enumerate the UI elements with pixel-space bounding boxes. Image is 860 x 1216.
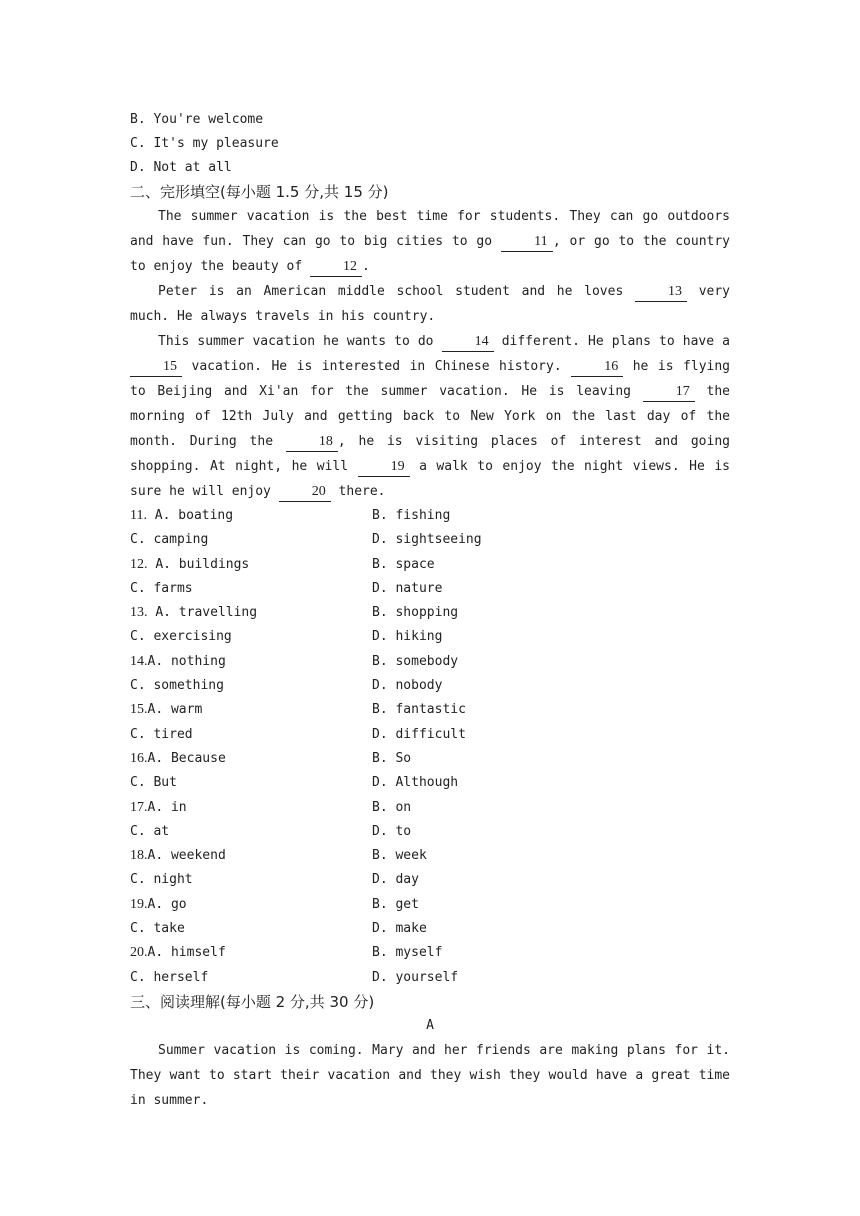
question-19-row-1: 19.A. go B. get bbox=[130, 896, 419, 912]
prev-option-d: D. Not at all bbox=[130, 160, 232, 175]
prev-option-c: C. It's my pleasure bbox=[130, 136, 279, 151]
passage-a-text: Summer vacation is coming. Mary and her friends are making plans for it. They want to start their vacation and they wish they would have a great time in summer. bbox=[130, 1042, 730, 1108]
blank-19: 19 bbox=[358, 458, 410, 477]
question-16-row-2: C. But D. Although bbox=[130, 775, 459, 791]
blank-18: 18 bbox=[286, 433, 338, 452]
blank-14: 14 bbox=[442, 333, 494, 352]
question-15-row-2: C. tired D. difficult bbox=[130, 726, 466, 742]
blank-12: 12 bbox=[310, 258, 362, 277]
question-12-row-2: C. farms D. nature bbox=[130, 580, 443, 596]
blank-17: 17 bbox=[643, 383, 695, 402]
passage-paragraph-3: This summer vacation he wants to do 14 different. He plans to have a 15 vacation. He is interested in Chinese history. 16 he is flying to Beijing and Xi'an for the summer vacation. He is leaving 17 the morning of 12th July and getting back to New York on the last day of the month. During the 18 , he is visiting places of interest and going shopping. At night, he will 19 a walk to enjoy the night views. He is sure he will enjoy 20 there. bbox=[130, 329, 730, 504]
blank-11: 11 bbox=[501, 233, 553, 252]
question-16-row-1: 16.A. Because B. So bbox=[130, 750, 412, 766]
passage-paragraph-2: Peter is an American middle school student and he loves 13 very much. He always travels in his country. bbox=[130, 284, 731, 324]
question-12-row-1: 12. A. buildings B. space bbox=[130, 556, 435, 572]
question-14-row-1: 14.A. nothing B. somebody bbox=[130, 653, 459, 669]
question-19-row-2: C. take D. make bbox=[130, 921, 427, 937]
blank-15: 15 bbox=[130, 358, 182, 377]
blank-13: 13 bbox=[635, 283, 687, 302]
passage-a-label: A bbox=[426, 1017, 434, 1033]
passage-paragraph-1: The summer vacation is the best time for students. They can go outdoors and have fun. They can go to big cities to go 11 , or go to the country to enjoy the beauty of 12 . bbox=[130, 204, 730, 279]
section-heading-reading: 三、阅读理解(每小题 2 分,共 30 分) bbox=[130, 992, 375, 1011]
blank-20: 20 bbox=[279, 483, 331, 502]
question-18-row-1: 18.A. weekend B. week bbox=[130, 848, 427, 864]
question-20-row-1: 20.A. himself B. myself bbox=[130, 945, 443, 961]
question-14-row-2: C. something D. nobody bbox=[130, 678, 443, 694]
document-page bbox=[130, 108, 730, 1113]
question-13-row-1: 13. A. travelling B. shopping bbox=[130, 605, 459, 621]
blank-16: 16 bbox=[571, 358, 623, 377]
question-13-row-2: C. exercising D. hiking bbox=[130, 629, 443, 645]
question-17-row-1: 17.A. in B. on bbox=[130, 799, 412, 815]
question-list bbox=[130, 504, 730, 990]
prev-option-b: B. You're welcome bbox=[130, 112, 264, 127]
question-18-row-2: C. night D. day bbox=[130, 872, 419, 888]
question-17-row-2: C. at D. to bbox=[130, 823, 412, 839]
question-11-row-1: 11. A. boating B. fishing bbox=[130, 508, 451, 523]
question-11-row-2: C. camping D. sightseeing bbox=[130, 532, 482, 548]
section-heading-cloze: 二、完形填空(每小题 1.5 分,共 15 分) bbox=[130, 183, 389, 201]
question-20-row-2: C. herself D. yourself bbox=[130, 969, 459, 985]
question-15-row-1: 15.A. warm B. fantastic bbox=[130, 702, 466, 718]
